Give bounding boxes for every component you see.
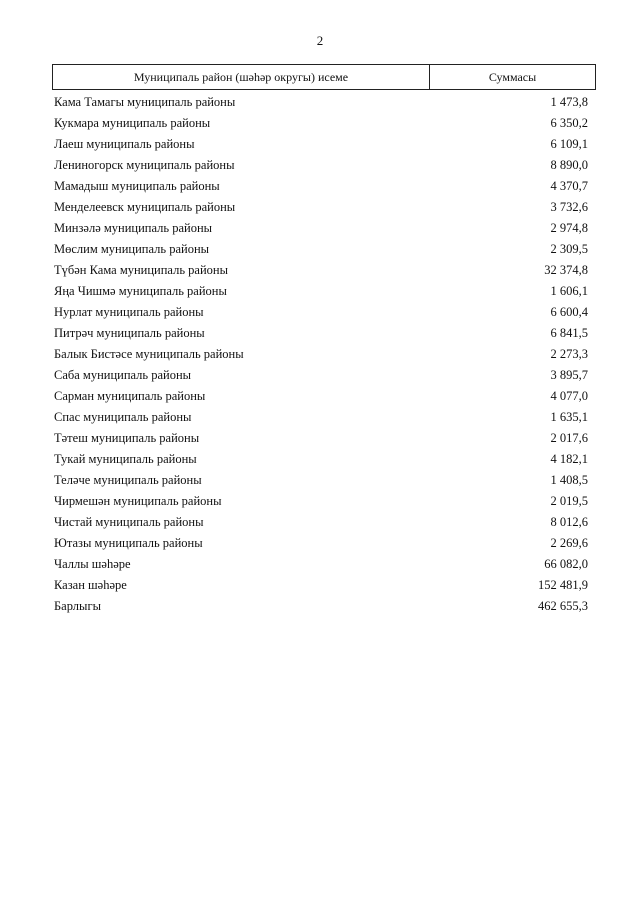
row-municipality-name: Тукай муниципаль районы [54,452,197,466]
table-row [52,113,596,134]
table-row [52,491,596,512]
row-sum-value: 2 269,6 [550,536,588,550]
table-row [52,302,596,323]
table-row [52,197,596,218]
table-row [52,428,596,449]
table-row-total [52,596,596,617]
row-sum-value: 6 841,5 [550,326,588,340]
row-municipality-name: Саба муниципаль районы [54,368,192,382]
row-sum-value: 2 309,5 [550,242,588,256]
row-municipality-name: Балык Бистәсе муниципаль районы [54,347,244,361]
row-sum-value: 4 182,1 [550,452,588,466]
row-sum-value: 1 635,1 [550,410,588,424]
row-sum-value: 32 374,8 [544,263,588,277]
row-sum-value: 6 109,1 [550,137,588,151]
row-municipality-name: Түбән Кама муниципаль районы [54,263,228,277]
row-sum-value: 152 481,9 [538,578,588,592]
table-row [52,554,596,575]
row-municipality-name: Менделеевск муниципаль районы [54,200,236,214]
table-row [52,92,596,113]
row-municipality-name: Лениногорск муниципаль районы [54,158,235,172]
table-row [52,533,596,554]
header-sum: Суммасы [488,69,537,84]
row-sum-value: 1 473,8 [550,95,588,109]
row-sum-value: 4 077,0 [550,389,588,403]
table-row [52,344,596,365]
header-municipality-name: Муниципаль район (шәһәр округы) исеме [53,65,430,89]
table-row [52,386,596,407]
row-municipality-name: Чистай муниципаль районы [54,515,204,529]
total-value: 462 655,3 [538,599,588,613]
row-sum-value: 8 012,6 [550,515,588,529]
row-sum-value: 3 895,7 [550,368,588,382]
row-sum-value: 1 606,1 [550,284,588,298]
row-sum-value: 2 017,6 [550,431,588,445]
row-sum-value: 6 600,4 [550,305,588,319]
row-municipality-name: Мөслим муниципаль районы [54,242,210,256]
row-municipality-name: Питрәч муниципаль районы [54,326,205,340]
table-row [52,155,596,176]
row-municipality-name: Теләче муниципаль районы [54,473,202,487]
table-row [52,176,596,197]
row-municipality-name: Спас муниципаль районы [54,410,192,424]
row-municipality-name: Нурлат муниципаль районы [54,305,204,319]
table-row [52,260,596,281]
table-body [52,92,596,617]
row-municipality-name: Кукмара муниципаль районы [54,116,211,130]
table-row [52,470,596,491]
table-row [52,281,596,302]
row-sum-value: 2 019,5 [550,494,588,508]
row-sum-value: 66 082,0 [544,557,588,571]
row-municipality-name: Сарман муниципаль районы [54,389,206,403]
row-municipality-name: Кама Тамагы муниципаль районы [54,95,236,109]
row-municipality-name: Чирмешән муниципаль районы [54,494,222,508]
table-row [52,134,596,155]
row-sum-value: 3 732,6 [550,200,588,214]
municipal-sums-table [52,64,596,617]
row-sum-value: 2 974,8 [550,221,588,235]
row-municipality-name: Лаеш муниципаль районы [54,137,195,151]
row-sum-value: 2 273,3 [550,347,588,361]
row-municipality-name: Мамадыш муниципаль районы [54,179,220,193]
table-row [52,575,596,596]
table-row [52,218,596,239]
table-row [52,239,596,260]
row-municipality-name: Чаллы шәһәре [54,557,131,571]
row-sum-value: 4 370,7 [550,179,588,193]
row-sum-value: 6 350,2 [550,116,588,130]
total-label: Барлыгы [54,599,101,613]
table-header [52,64,596,90]
row-sum-value: 1 408,5 [550,473,588,487]
row-municipality-name: Яңа Чишмә муниципаль районы [54,284,227,298]
page-number: 2 [316,33,324,48]
table-row [52,407,596,428]
row-municipality-name: Ютазы муниципаль районы [54,536,203,550]
table-row [52,365,596,386]
row-municipality-name: Минзәлә муниципаль районы [54,221,213,235]
table-row [52,323,596,344]
row-sum-value: 8 890,0 [550,158,588,172]
row-municipality-name: Казан шәһәре [54,578,127,592]
table-row [52,512,596,533]
row-municipality-name: Тәтеш муниципаль районы [54,431,200,445]
table-row [52,449,596,470]
